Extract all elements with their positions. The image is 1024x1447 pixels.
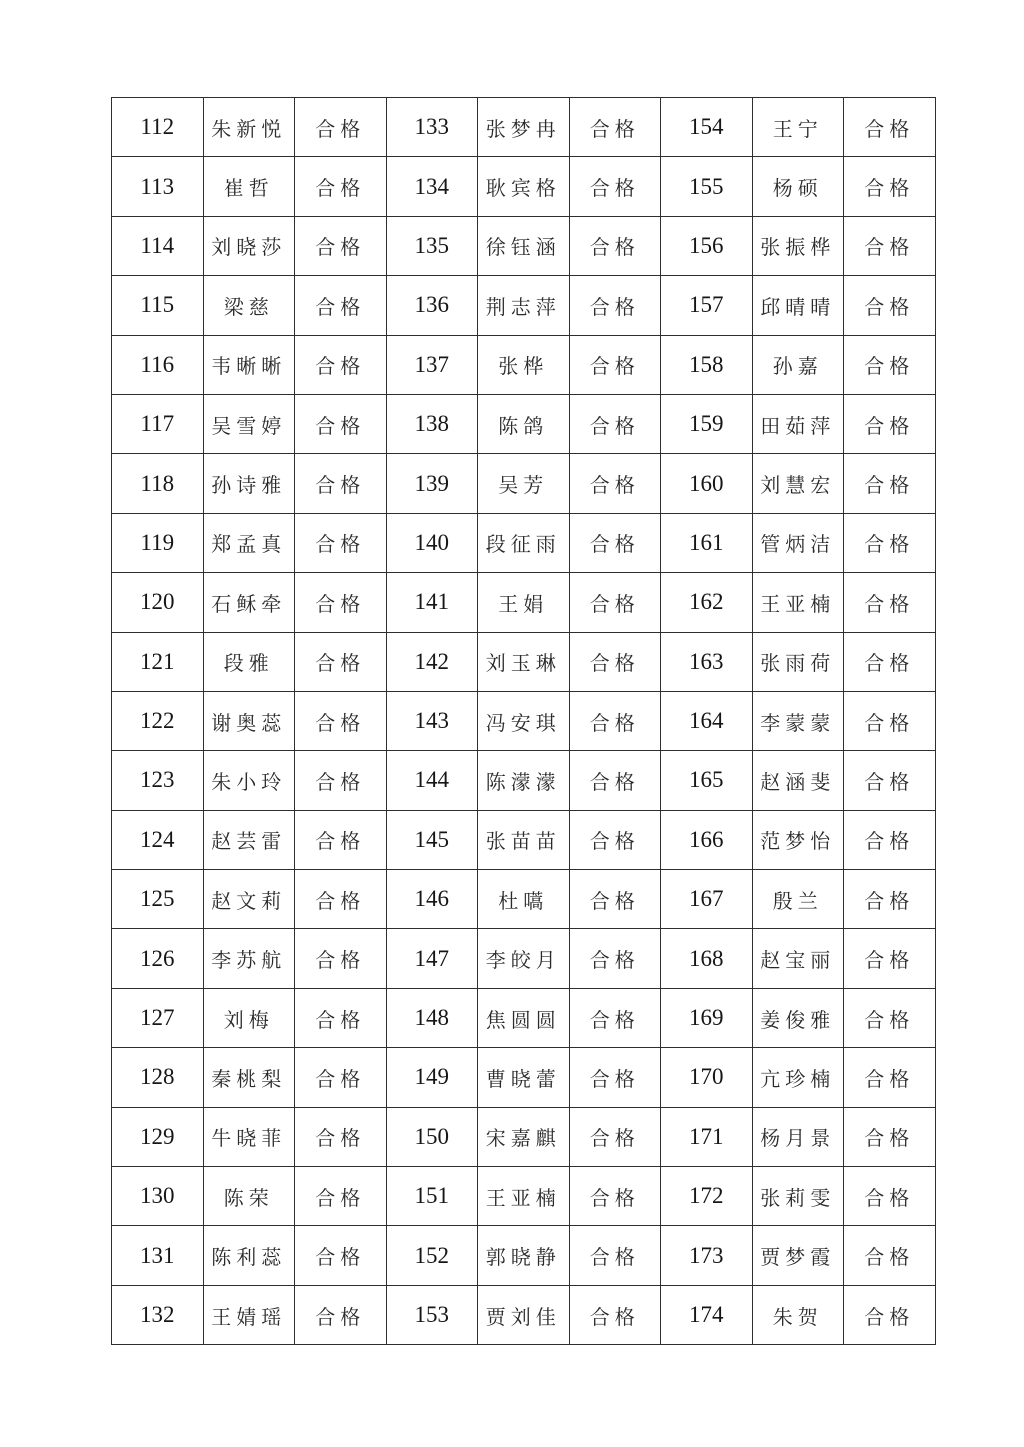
student-name-cell: 张桦 [478,335,570,394]
student-name-cell: 秦桃梨 [203,1048,295,1107]
roll-number-cell: 123 [112,751,204,810]
status-cell: 合格 [295,929,387,988]
roll-number-cell: 148 [386,988,478,1047]
status-cell: 合格 [844,1167,936,1226]
status-cell: 合格 [295,870,387,929]
status-cell: 合格 [295,513,387,572]
roll-number-cell: 158 [661,335,753,394]
status-cell: 合格 [295,632,387,691]
status-cell: 合格 [844,276,936,335]
roll-number-cell: 166 [661,810,753,869]
roll-number-cell: 168 [661,929,753,988]
status-cell: 合格 [295,1285,387,1344]
status-cell: 合格 [569,1285,661,1344]
student-name-cell: 赵宝丽 [752,929,844,988]
student-name-cell: 崔哲 [203,157,295,216]
status-cell: 合格 [844,870,936,929]
student-name-cell: 张莉雯 [752,1167,844,1226]
student-name-cell: 管炳洁 [752,513,844,572]
table-row [112,573,936,632]
student-name-cell: 赵文莉 [203,870,295,929]
status-cell: 合格 [569,1167,661,1226]
roll-number-cell: 167 [661,870,753,929]
status-cell: 合格 [295,1107,387,1166]
roll-number-cell: 146 [386,870,478,929]
roll-number-cell: 126 [112,929,204,988]
student-name-cell: 李苏航 [203,929,295,988]
status-cell: 合格 [295,454,387,513]
student-name-cell: 刘晓莎 [203,216,295,275]
roll-number-cell: 159 [661,394,753,453]
table-row [112,276,936,335]
status-cell: 合格 [844,157,936,216]
status-cell: 合格 [569,1226,661,1285]
student-name-cell: 吴雪婷 [203,394,295,453]
status-cell: 合格 [844,1048,936,1107]
status-cell: 合格 [295,751,387,810]
roll-number-cell: 155 [661,157,753,216]
status-cell: 合格 [569,929,661,988]
roll-number-cell: 150 [386,1107,478,1166]
student-name-cell: 王亚楠 [478,1167,570,1226]
student-name-cell: 焦圆圆 [478,988,570,1047]
status-cell: 合格 [295,1048,387,1107]
roll-number-cell: 116 [112,335,204,394]
status-cell: 合格 [295,988,387,1047]
student-name-cell: 荆志萍 [478,276,570,335]
student-name-cell: 李蒙蒙 [752,691,844,750]
student-name-cell: 杜嚆 [478,870,570,929]
status-cell: 合格 [295,810,387,869]
roll-number-cell: 115 [112,276,204,335]
student-name-cell: 徐钰涵 [478,216,570,275]
roll-number-cell: 169 [661,988,753,1047]
status-cell: 合格 [844,216,936,275]
roll-number-cell: 119 [112,513,204,572]
roll-number-cell: 117 [112,394,204,453]
roll-number-cell: 153 [386,1285,478,1344]
student-name-cell: 陈濛濛 [478,751,570,810]
status-cell: 合格 [844,335,936,394]
roll-number-cell: 120 [112,573,204,632]
table-row [112,988,936,1047]
student-name-cell: 吴芳 [478,454,570,513]
student-name-cell: 赵芸雷 [203,810,295,869]
roll-number-cell: 165 [661,751,753,810]
student-name-cell: 韦晰晰 [203,335,295,394]
status-cell: 合格 [569,573,661,632]
student-name-cell: 亢珍楠 [752,1048,844,1107]
status-cell: 合格 [569,691,661,750]
status-cell: 合格 [844,1107,936,1166]
roll-number-cell: 131 [112,1226,204,1285]
roll-number-cell: 118 [112,454,204,513]
table-row [112,810,936,869]
student-name-cell: 赵涵斐 [752,751,844,810]
roll-number-cell: 147 [386,929,478,988]
status-cell: 合格 [844,1285,936,1344]
table-row [112,1285,936,1344]
student-name-cell: 宋嘉麒 [478,1107,570,1166]
table-row [112,691,936,750]
status-cell: 合格 [844,1226,936,1285]
status-cell: 合格 [295,573,387,632]
student-name-cell: 杨硕 [752,157,844,216]
student-name-cell: 谢奥蕊 [203,691,295,750]
student-name-cell: 朱小玲 [203,751,295,810]
student-name-cell: 冯安琪 [478,691,570,750]
roll-number-cell: 124 [112,810,204,869]
status-cell: 合格 [295,1167,387,1226]
table-row [112,1226,936,1285]
student-name-cell: 刘玉琳 [478,632,570,691]
student-name-cell: 郑孟真 [203,513,295,572]
roll-number-cell: 172 [661,1167,753,1226]
student-name-cell: 邱晴晴 [752,276,844,335]
student-name-cell: 王宁 [752,98,844,157]
roll-number-cell: 140 [386,513,478,572]
student-name-cell: 王婧瑶 [203,1285,295,1344]
roll-number-cell: 145 [386,810,478,869]
student-name-cell: 孙诗雅 [203,454,295,513]
table-row [112,98,936,157]
roll-number-cell: 134 [386,157,478,216]
status-cell: 合格 [569,513,661,572]
student-name-cell: 张振桦 [752,216,844,275]
roll-number-cell: 130 [112,1167,204,1226]
status-cell: 合格 [844,98,936,157]
student-name-cell: 段征雨 [478,513,570,572]
table-row [112,751,936,810]
status-cell: 合格 [844,810,936,869]
roll-number-cell: 142 [386,632,478,691]
student-name-cell: 杨月景 [752,1107,844,1166]
student-name-cell: 陈荣 [203,1167,295,1226]
student-name-cell: 石稣牵 [203,573,295,632]
status-cell: 合格 [569,216,661,275]
student-name-cell: 张雨荷 [752,632,844,691]
status-cell: 合格 [569,751,661,810]
table-row [112,1048,936,1107]
roll-number-cell: 162 [661,573,753,632]
status-cell: 合格 [295,394,387,453]
roll-number-cell: 154 [661,98,753,157]
student-name-cell: 张梦冉 [478,98,570,157]
status-cell: 合格 [844,988,936,1047]
table-row [112,632,936,691]
student-name-cell: 张苗苗 [478,810,570,869]
student-name-cell: 郭晓静 [478,1226,570,1285]
status-cell: 合格 [569,1048,661,1107]
status-cell: 合格 [844,394,936,453]
roll-number-cell: 141 [386,573,478,632]
roll-number-cell: 136 [386,276,478,335]
roll-number-cell: 138 [386,394,478,453]
table-row [112,513,936,572]
table-row [112,1107,936,1166]
status-cell: 合格 [844,573,936,632]
roll-number-cell: 137 [386,335,478,394]
table-row [112,216,936,275]
status-cell: 合格 [844,929,936,988]
roll-number-cell: 125 [112,870,204,929]
table-row [112,870,936,929]
student-name-cell: 陈鸽 [478,394,570,453]
status-cell: 合格 [295,216,387,275]
roll-number-cell: 156 [661,216,753,275]
roll-number-cell: 135 [386,216,478,275]
student-name-cell: 王娟 [478,573,570,632]
roll-number-cell: 152 [386,1226,478,1285]
roll-number-cell: 122 [112,691,204,750]
roll-number-cell: 144 [386,751,478,810]
student-name-cell: 田茹萍 [752,394,844,453]
table-row [112,157,936,216]
roll-number-cell: 157 [661,276,753,335]
student-name-cell: 朱贺 [752,1285,844,1344]
student-name-cell: 孙嘉 [752,335,844,394]
student-name-cell: 陈利蕊 [203,1226,295,1285]
roll-number-cell: 170 [661,1048,753,1107]
roll-number-cell: 160 [661,454,753,513]
roll-number-cell: 173 [661,1226,753,1285]
roll-number-cell: 174 [661,1285,753,1344]
status-cell: 合格 [569,870,661,929]
status-cell: 合格 [569,394,661,453]
status-cell: 合格 [844,454,936,513]
roll-number-cell: 139 [386,454,478,513]
student-name-cell: 刘梅 [203,988,295,1047]
roll-number-cell: 129 [112,1107,204,1166]
status-cell: 合格 [295,98,387,157]
roll-number-cell: 113 [112,157,204,216]
student-name-cell: 王亚楠 [752,573,844,632]
status-cell: 合格 [295,691,387,750]
status-cell: 合格 [844,632,936,691]
roll-number-cell: 149 [386,1048,478,1107]
student-name-cell: 梁慈 [203,276,295,335]
status-cell: 合格 [569,454,661,513]
status-cell: 合格 [295,335,387,394]
status-cell: 合格 [569,157,661,216]
roll-number-cell: 128 [112,1048,204,1107]
status-cell: 合格 [569,988,661,1047]
student-name-cell: 贾刘佳 [478,1285,570,1344]
student-name-cell: 李皎月 [478,929,570,988]
status-cell: 合格 [295,1226,387,1285]
status-cell: 合格 [295,157,387,216]
roll-number-cell: 127 [112,988,204,1047]
roll-number-cell: 112 [112,98,204,157]
results-table-body [112,98,936,1345]
roll-number-cell: 171 [661,1107,753,1166]
table-row [112,454,936,513]
roll-number-cell: 151 [386,1167,478,1226]
student-name-cell: 姜俊雅 [752,988,844,1047]
roll-number-cell: 164 [661,691,753,750]
roll-number-cell: 163 [661,632,753,691]
status-cell: 合格 [844,513,936,572]
roll-number-cell: 114 [112,216,204,275]
student-name-cell: 范梦怡 [752,810,844,869]
student-name-cell: 牛晓菲 [203,1107,295,1166]
table-row [112,394,936,453]
roll-number-cell: 133 [386,98,478,157]
table-row [112,335,936,394]
status-cell: 合格 [295,276,387,335]
table-row [112,1167,936,1226]
student-name-cell: 段雅 [203,632,295,691]
student-name-cell: 贾梦霞 [752,1226,844,1285]
roll-number-cell: 143 [386,691,478,750]
status-cell: 合格 [844,751,936,810]
status-cell: 合格 [569,632,661,691]
roll-number-cell: 161 [661,513,753,572]
student-name-cell: 朱新悦 [203,98,295,157]
roll-number-cell: 132 [112,1285,204,1344]
status-cell: 合格 [569,335,661,394]
status-cell: 合格 [569,98,661,157]
status-cell: 合格 [569,1107,661,1166]
table-row [112,929,936,988]
student-name-cell: 耿宾格 [478,157,570,216]
status-cell: 合格 [569,810,661,869]
roll-number-cell: 121 [112,632,204,691]
student-name-cell: 殷兰 [752,870,844,929]
pass-list-table [111,97,936,1345]
status-cell: 合格 [844,691,936,750]
status-cell: 合格 [569,276,661,335]
student-name-cell: 刘慧宏 [752,454,844,513]
student-name-cell: 曹晓蕾 [478,1048,570,1107]
